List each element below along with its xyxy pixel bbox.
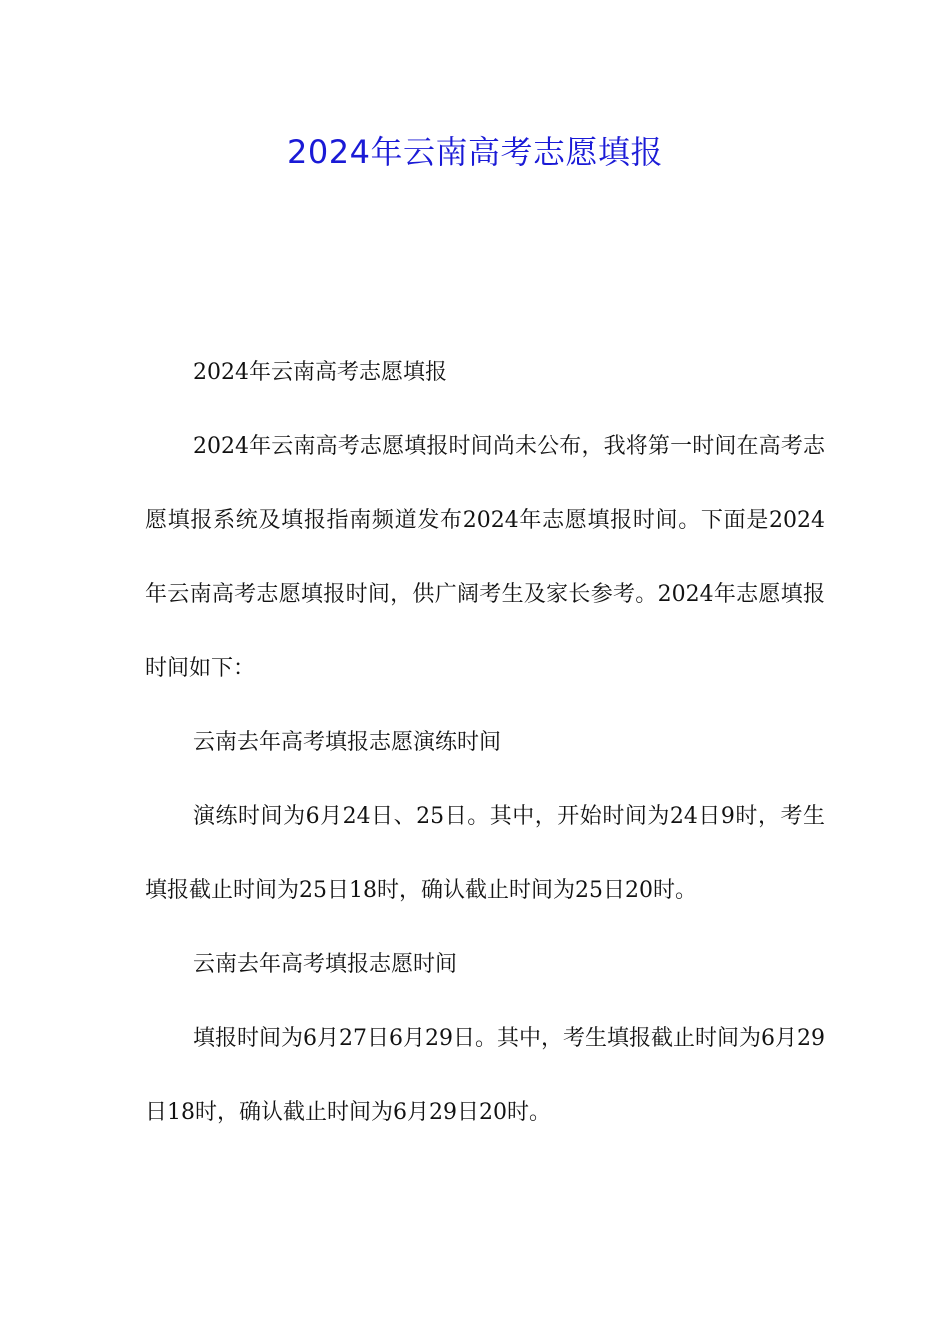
paragraph-heading: 2024年云南高考志愿填报 (193, 360, 447, 385)
paragraph-practice-heading: 云南去年高考填报志愿演练时间 (193, 730, 502, 755)
paragraph-filing-heading: 云南去年高考填报志愿时间 (193, 952, 458, 977)
paragraph-filing-time: 填报时间为6月27日6月29日。其中，考生填报截止时间为6月29日18时，确认截止时间为6月29日20时。 (145, 1026, 825, 1125)
paragraph-practice-time: 演练时间为6月24日、25日。其中，开始时间为24日9时，考生填报截止时间为25日18时，确认截止时间为25日20时。 (145, 804, 825, 903)
paragraph-intro: 2024年云南高考志愿填报时间尚未公布，我将第一时间在高考志愿填报系统及填报指南频道发布2024年志愿填报时间。下面是2024年云南高考志愿填报时间，供广阔考生及家长参考。2024年志愿填报时间如下： (145, 434, 825, 681)
document-title: 2024年云南高考志愿填报 (287, 133, 663, 171)
document-body (145, 336, 825, 1150)
